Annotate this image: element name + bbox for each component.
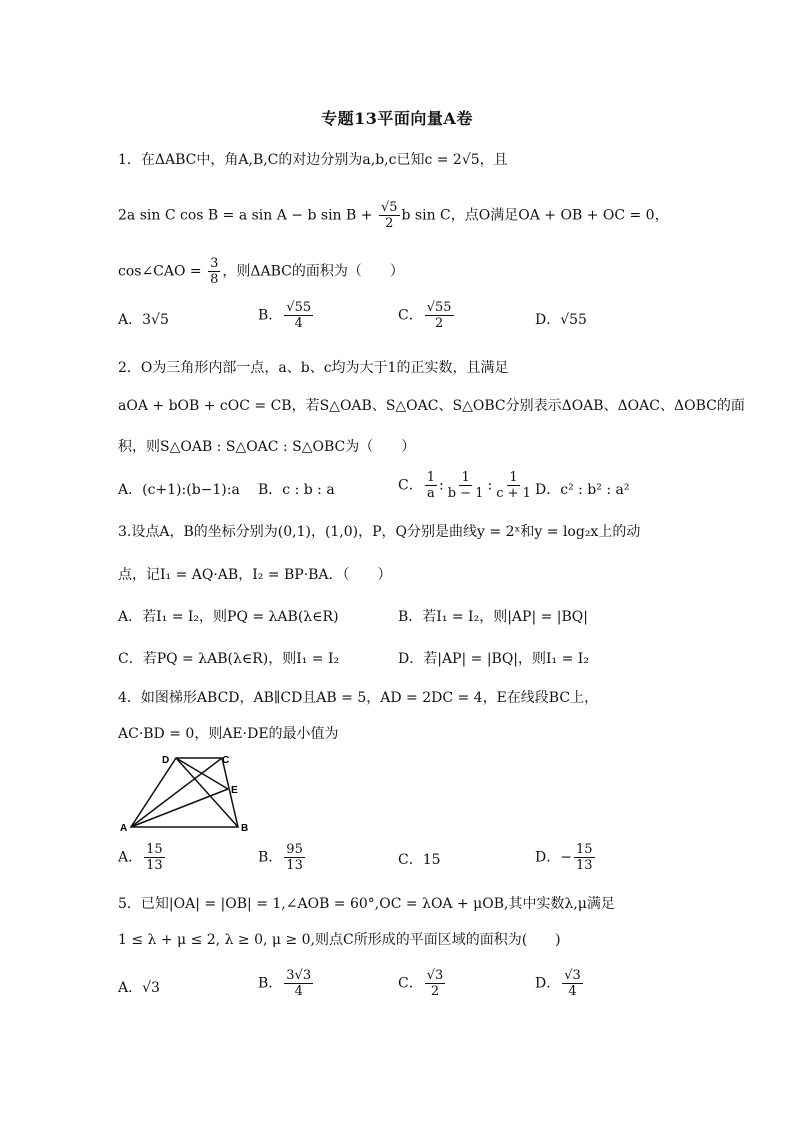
- q4-option-a[interactable]: A． $\frac{15}{13}$: [118, 842, 163, 873]
- trapezoid-figure: [118, 752, 258, 838]
- q3-option-b[interactable]: B．若I₁ = I₂，则|AP| = |BQ|: [398, 609, 588, 625]
- q1-option-b[interactable]: B． $\frac{√55}{4}$: [258, 300, 312, 331]
- q4-option-b[interactable]: B． $\frac{95}{13}$: [258, 842, 303, 873]
- q2-option-b[interactable]: B．c : b : a: [258, 482, 335, 498]
- q1-option-d[interactable]: D．√55: [535, 312, 587, 328]
- q4-option-d[interactable]: D．− $\frac{15}{13}$: [535, 842, 593, 873]
- q5-option-d[interactable]: D． $\frac{√3}{4}$: [535, 968, 581, 999]
- page-title: 专题13平面向量A卷: [321, 109, 473, 128]
- q2-line1: 2．O为三角形内部一点，a、b、c均为大于1的正实数，且满足: [118, 360, 509, 376]
- q5-option-b[interactable]: B． $\frac{3√3}{4}$: [258, 968, 312, 999]
- q2-line2: aOA + bOB + cOC = CB，若S△OAB、S△OAC、S△OBC分别表示ΔOAB、ΔOAC、ΔOBC的面: [118, 398, 745, 414]
- q2-option-c[interactable]: C． $\frac{1}{a}$ : $\frac{1}{b - 1}$ : $\frac{1}{c + 1}$: [398, 470, 531, 501]
- label-a: A: [120, 823, 128, 834]
- segment-bd: [176, 758, 238, 827]
- q4-option-c[interactable]: C．15: [398, 852, 441, 868]
- q4-line1: 4．如图梯形ABCD，AB∥CD且AB = 5，AD = 2DC = 4，E在线段BC上，: [118, 690, 599, 706]
- q2-option-d[interactable]: D．c² : b² : a²: [535, 482, 630, 498]
- q5-line1: 5．已知|OA| = |OB| = 1,∠AOB = 60°,OC = λOA + μOB,其中实数λ,μ满足: [118, 896, 615, 912]
- q2-line3: 积，则S△OAB : S△OAC : S△OBC为（ ）: [118, 439, 416, 455]
- q3-line2: 点，记I₁ = AQ·AB，I₂ = BP·BA．（ ）: [118, 567, 392, 583]
- q1-line1: 1．在ΔABC中，角A,B,C的对边分别为a,b,c已知c = 2√5，且: [118, 152, 508, 168]
- q1-vector-condition: OA + OB + OC = 0，: [518, 207, 669, 224]
- q3-line1: 3.设点A，B的坐标分别为(0,1)，(1,0)，P，Q分别是曲线y = 2ˣ和y = log₂x上的动: [118, 524, 641, 540]
- q1-option-c[interactable]: C． $\frac{√55}{2}$: [398, 300, 452, 331]
- segment-ac: [131, 758, 222, 827]
- q4-line2: AC·BD = 0，则AE·DE的最小值为: [118, 726, 339, 742]
- q1-line2: 2a sin C cos B = a sin A − b sin B + $\frac{√5}{2}$ b sin C，点O满足OA + OB + OC = 0，: [118, 200, 669, 231]
- label-e: E: [231, 785, 238, 796]
- q1-option-a[interactable]: A．3√5: [118, 312, 169, 328]
- q5-option-a[interactable]: A．√3: [118, 980, 160, 996]
- q1-line3: cos∠CAO = $\frac{3}{8}$ ，则ΔABC的面积为（ ）: [118, 256, 404, 287]
- label-d: D: [162, 755, 170, 766]
- q5-option-c[interactable]: C． $\frac{√3}{2}$: [398, 968, 444, 999]
- q3-option-d[interactable]: D．若|AP| = |BQ|，则I₁ = I₂: [398, 651, 589, 667]
- q2-option-a[interactable]: A．(c+1):(b−1):a: [118, 482, 240, 498]
- q5-line2: 1 ≤ λ + μ ≤ 2, λ ≥ 0, μ ≥ 0,则点C所形成的平面区域的面积为( ): [118, 932, 561, 948]
- q3-option-c[interactable]: C．若PQ = λAB(λ∈R)，则I₁ = I₂: [118, 651, 340, 667]
- q3-option-a[interactable]: A．若I₁ = I₂，则PQ = λAB(λ∈R): [118, 609, 339, 625]
- segment-ae: [131, 789, 228, 827]
- label-c: C: [222, 755, 230, 766]
- label-b: B: [241, 823, 249, 834]
